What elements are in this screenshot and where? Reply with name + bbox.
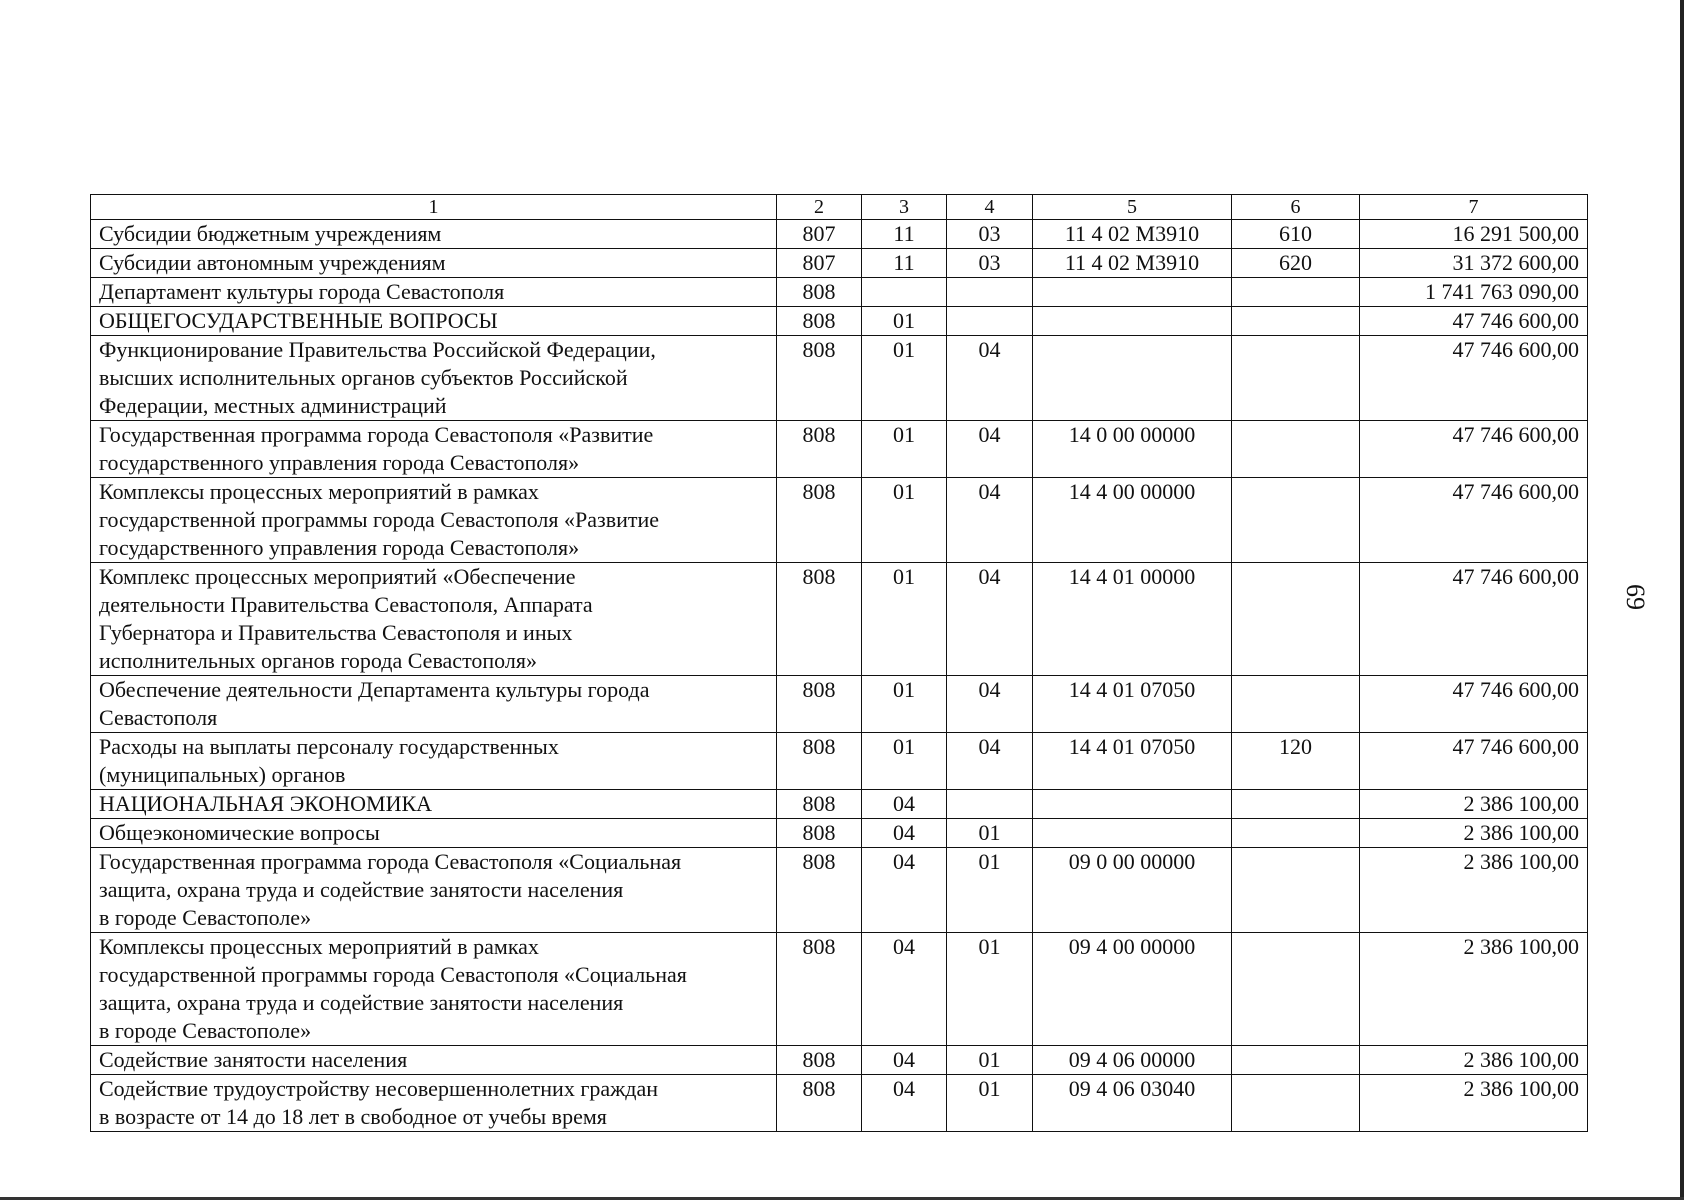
row-code-5-cell: 14 4 01 00000 (1033, 563, 1232, 676)
row-amount-cell: 2 386 100,00 (1360, 819, 1588, 848)
row-amount-cell: 1 741 763 090,00 (1360, 278, 1588, 307)
row-code-5-cell: 14 4 01 07050 (1033, 733, 1232, 790)
row-amount-cell: 2 386 100,00 (1360, 933, 1588, 1046)
row-code-2-cell: 808 (777, 933, 862, 1046)
row-code-2-cell: 808 (777, 676, 862, 733)
row-code-5-cell: 11 4 02 M3910 (1033, 249, 1232, 278)
row-code-3-cell: 04 (862, 1075, 947, 1132)
row-code-2-cell: 808 (777, 563, 862, 676)
row-code-3-cell: 01 (862, 733, 947, 790)
row-amount-cell: 2 386 100,00 (1360, 1075, 1588, 1132)
row-name-cell: Обеспечение деятельности Департамента культуры города Севастополя (91, 676, 777, 733)
row-code-5-cell: 14 4 01 07050 (1033, 676, 1232, 733)
row-code-2-cell: 807 (777, 220, 862, 249)
header-cell-4: 4 (947, 195, 1033, 220)
table-row (91, 1075, 1588, 1132)
row-code-2-cell: 808 (777, 336, 862, 421)
table-row (91, 676, 1588, 733)
row-code-5-cell (1033, 819, 1232, 848)
row-code-6-cell (1232, 848, 1360, 933)
table-row (91, 933, 1588, 1046)
row-code-4-cell: 01 (947, 933, 1033, 1046)
row-code-2-cell: 808 (777, 733, 862, 790)
row-code-4-cell: 01 (947, 848, 1033, 933)
row-name-cell: Общеэкономические вопросы (91, 819, 777, 848)
row-code-2-cell: 807 (777, 249, 862, 278)
row-code-3-cell: 01 (862, 563, 947, 676)
header-cell-1: 1 (91, 195, 777, 220)
row-code-4-cell: 04 (947, 336, 1033, 421)
table-row (91, 307, 1588, 336)
row-code-4-cell: 01 (947, 1075, 1033, 1132)
table-row (91, 563, 1588, 676)
header-cell-3: 3 (862, 195, 947, 220)
table-row (91, 733, 1588, 790)
row-code-2-cell: 808 (777, 790, 862, 819)
row-code-6-cell (1232, 819, 1360, 848)
table-row (91, 478, 1588, 563)
row-code-2-cell: 808 (777, 1075, 862, 1132)
row-amount-cell: 47 746 600,00 (1360, 336, 1588, 421)
row-code-3-cell: 04 (862, 933, 947, 1046)
table-row (91, 790, 1588, 819)
table-row (91, 249, 1588, 278)
row-code-3-cell: 11 (862, 220, 947, 249)
row-code-5-cell: 09 4 00 00000 (1033, 933, 1232, 1046)
row-code-6-cell (1232, 563, 1360, 676)
page-edge-right (1680, 0, 1684, 1200)
table-row (91, 819, 1588, 848)
row-code-4-cell (947, 278, 1033, 307)
row-name-cell: Субсидии бюджетным учреждениям (91, 220, 777, 249)
row-code-6-cell (1232, 676, 1360, 733)
row-amount-cell: 2 386 100,00 (1360, 790, 1588, 819)
row-code-4-cell: 01 (947, 1046, 1033, 1075)
row-code-4-cell: 04 (947, 733, 1033, 790)
row-code-5-cell: 09 0 00 00000 (1033, 848, 1232, 933)
row-name-cell: Государственная программа города Севастополя «Социальная защита, охрана труда и содействие занятости населения в городе Севастополе» (91, 848, 777, 933)
row-amount-cell: 2 386 100,00 (1360, 1046, 1588, 1075)
row-code-3-cell: 01 (862, 421, 947, 478)
row-amount-cell: 47 746 600,00 (1360, 421, 1588, 478)
row-code-2-cell: 808 (777, 278, 862, 307)
row-amount-cell: 47 746 600,00 (1360, 307, 1588, 336)
row-amount-cell: 47 746 600,00 (1360, 478, 1588, 563)
row-code-6-cell (1232, 278, 1360, 307)
row-code-6-cell (1232, 933, 1360, 1046)
header-cell-6: 6 (1232, 195, 1360, 220)
row-name-cell: Государственная программа города Севастополя «Развитие государственного управления города Севастополя» (91, 421, 777, 478)
row-code-5-cell: 14 4 00 00000 (1033, 478, 1232, 563)
table-row (91, 278, 1588, 307)
row-code-4-cell: 04 (947, 421, 1033, 478)
row-code-3-cell: 04 (862, 848, 947, 933)
row-amount-cell: 16 291 500,00 (1360, 220, 1588, 249)
row-code-3-cell (862, 278, 947, 307)
row-name-cell: Комплекс процессных мероприятий «Обеспечение деятельности Правительства Севастополя, Аппарата Губернатора и Правительства Севастополя и иных исполнительных органов города Севастополя» (91, 563, 777, 676)
row-name-cell: Расходы на выплаты персоналу государственных (муниципальных) органов (91, 733, 777, 790)
row-code-4-cell: 04 (947, 563, 1033, 676)
row-code-5-cell (1033, 307, 1232, 336)
row-code-6-cell: 620 (1232, 249, 1360, 278)
row-amount-cell: 31 372 600,00 (1360, 249, 1588, 278)
row-code-4-cell: 04 (947, 676, 1033, 733)
row-code-4-cell (947, 790, 1033, 819)
row-name-cell: Субсидии автономным учреждениям (91, 249, 777, 278)
row-code-2-cell: 808 (777, 478, 862, 563)
row-code-5-cell: 14 0 00 00000 (1033, 421, 1232, 478)
row-code-2-cell: 808 (777, 1046, 862, 1075)
row-code-3-cell: 04 (862, 819, 947, 848)
header-cell-2: 2 (777, 195, 862, 220)
row-code-6-cell (1232, 1046, 1360, 1075)
row-code-4-cell: 01 (947, 819, 1033, 848)
header-cell-7: 7 (1360, 195, 1588, 220)
row-amount-cell: 2 386 100,00 (1360, 848, 1588, 933)
row-code-4-cell: 03 (947, 220, 1033, 249)
row-code-5-cell: 09 4 06 00000 (1033, 1046, 1232, 1075)
row-name-cell: Содействие трудоустройству несовершеннолетних граждан в возрасте от 14 до 18 лет в свободное от учебы время (91, 1075, 777, 1132)
row-name-cell: НАЦИОНАЛЬНАЯ ЭКОНОМИКА (91, 790, 777, 819)
row-name-cell: Комплексы процессных мероприятий в рамках государственной программы города Севастополя «Социальная защита, охрана труда и содействие занятости населения в городе Севастополе» (91, 933, 777, 1046)
row-code-3-cell: 01 (862, 676, 947, 733)
row-code-6-cell: 610 (1232, 220, 1360, 249)
row-code-5-cell (1033, 278, 1232, 307)
row-code-6-cell: 120 (1232, 733, 1360, 790)
row-code-3-cell: 01 (862, 336, 947, 421)
header-cell-5: 5 (1033, 195, 1232, 220)
header-row (91, 195, 1588, 220)
row-code-3-cell: 01 (862, 478, 947, 563)
row-name-cell: Функционирование Правительства Российской Федерации, высших исполнительных органов субъектов Российской Федерации, местных администраций (91, 336, 777, 421)
row-code-3-cell: 11 (862, 249, 947, 278)
row-code-2-cell: 808 (777, 848, 862, 933)
row-code-6-cell (1232, 1075, 1360, 1132)
row-amount-cell: 47 746 600,00 (1360, 563, 1588, 676)
row-code-2-cell: 808 (777, 819, 862, 848)
row-code-4-cell: 04 (947, 478, 1033, 563)
row-code-6-cell (1232, 336, 1360, 421)
table-row (91, 848, 1588, 933)
table-row (91, 421, 1588, 478)
row-code-6-cell (1232, 307, 1360, 336)
row-code-6-cell (1232, 790, 1360, 819)
row-code-3-cell: 01 (862, 307, 947, 336)
row-code-6-cell (1232, 478, 1360, 563)
row-name-cell: Содействие занятости населения (91, 1046, 777, 1075)
row-code-4-cell (947, 307, 1033, 336)
table-row (91, 220, 1588, 249)
table-row (91, 1046, 1588, 1075)
row-code-5-cell (1033, 790, 1232, 819)
row-amount-cell: 47 746 600,00 (1360, 733, 1588, 790)
row-code-6-cell (1232, 421, 1360, 478)
table-row (91, 336, 1588, 421)
page-number: 69 (1621, 584, 1650, 610)
row-code-5-cell (1033, 336, 1232, 421)
row-name-cell: Комплексы процессных мероприятий в рамках государственной программы города Севастополя «Развитие государственного управления города Севастополя» (91, 478, 777, 563)
row-name-cell: Департамент культуры города Севастополя (91, 278, 777, 307)
budget-table (90, 194, 1588, 1132)
row-code-2-cell: 808 (777, 421, 862, 478)
row-code-5-cell: 11 4 02 M3910 (1033, 220, 1232, 249)
row-code-3-cell: 04 (862, 790, 947, 819)
row-code-3-cell: 04 (862, 1046, 947, 1075)
row-code-2-cell: 808 (777, 307, 862, 336)
row-code-5-cell: 09 4 06 03040 (1033, 1075, 1232, 1132)
row-name-cell: ОБЩЕГОСУДАРСТВЕННЫЕ ВОПРОСЫ (91, 307, 777, 336)
row-amount-cell: 47 746 600,00 (1360, 676, 1588, 733)
row-code-4-cell: 03 (947, 249, 1033, 278)
